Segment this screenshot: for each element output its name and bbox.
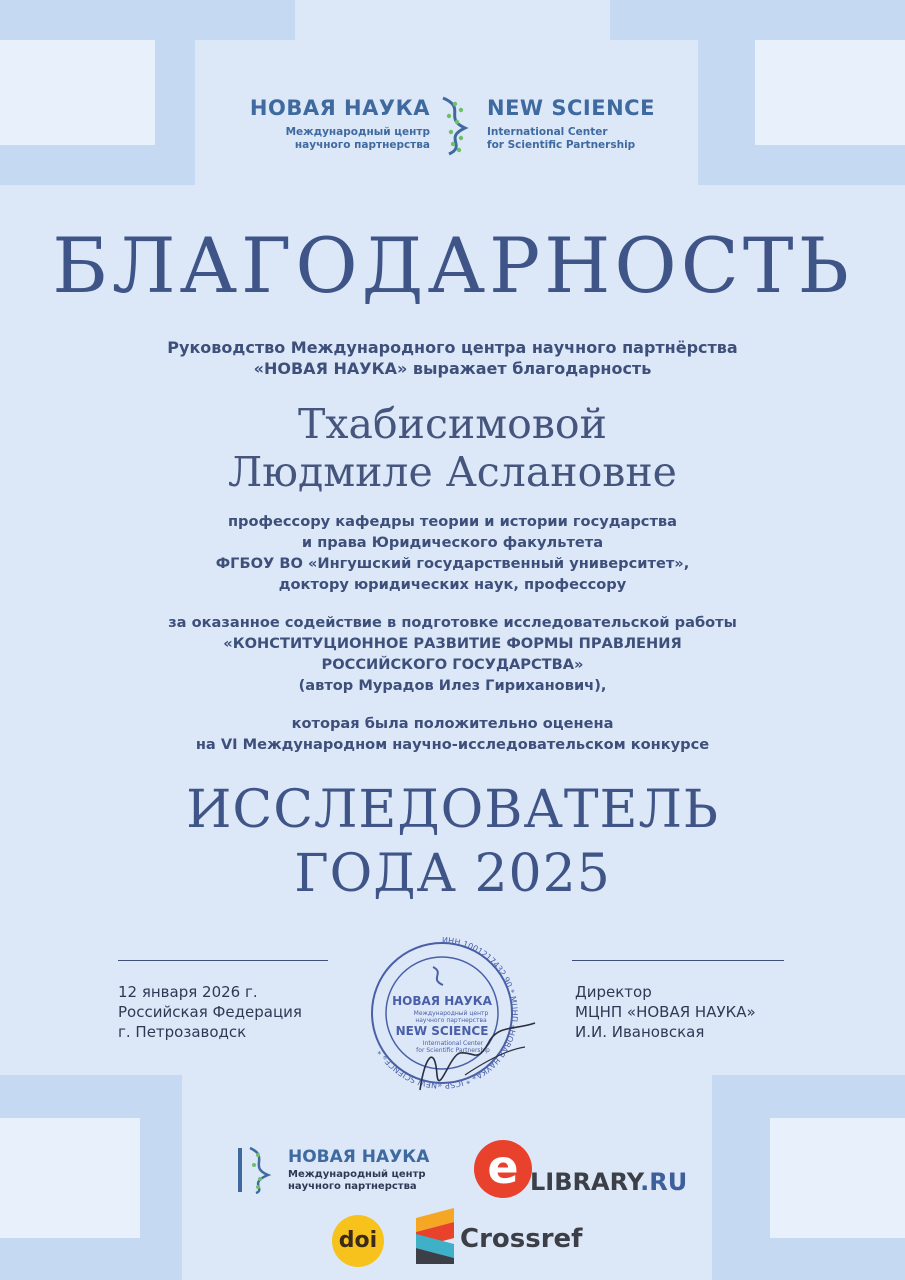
dna-helix-icon — [236, 1145, 278, 1195]
elibrary-e-icon: e — [474, 1140, 532, 1198]
partner-nn-subtitle: Международный центр научного партнерства — [288, 1169, 426, 1192]
stamp-sub-ru-2: научного партнерства — [415, 1017, 487, 1024]
logo-en-subtitle: International Center for Scientific Partnership — [487, 126, 636, 151]
stamp-title-en: NEW SCIENCE — [395, 1024, 489, 1038]
stamp-ring-text: ИНН 1001217432 90 * МЦНП «НОВАЯ НАУКА» * ICSP «NEW SCIENCE» * — [375, 935, 519, 1091]
corner-decoration-bottom-right-inner — [770, 1118, 905, 1238]
corner-decoration-top-left-2 — [0, 0, 295, 40]
left-signature-line — [118, 960, 328, 961]
corner-decoration-top-right-2 — [610, 0, 905, 40]
evaluation-text: которая была положительно оценена на VI Международном научно-исследовательском конкурсе — [195, 715, 710, 753]
reason-text: за оказанное содействие в подготовке исследовательской работы «КОНСТИТУЦИОННОЕ РАЗВИТИЕ ФОРМЫ ПРАВЛЕНИЯ РОССИЙСКОГО ГОСУДАРСТВА» (автор Мурадов Илез Гириханович), — [168, 614, 737, 694]
certificate-title: БЛАГОДАРНОСТЬ — [52, 221, 853, 310]
lead-text: Руководство Международного центра научного партнёрства «НОВАЯ НАУКА» выражает благодарность — [167, 338, 738, 378]
recipient-position: профессору кафедры теории и истории государства и права Юридического факультета ФГБОУ ВО «Ингушский государственный университет», доктору юридических наук, профессору — [215, 513, 690, 593]
elibrary-text: LIBRARY.RU — [530, 1168, 688, 1196]
partner-crossref-logo — [416, 1208, 586, 1268]
stamp-sub-en-1: International Center — [422, 1040, 484, 1047]
right-signature-line — [572, 960, 784, 961]
director-block: Директор МЦНП «НОВАЯ НАУКА» И.И. Ивановская — [575, 983, 756, 1041]
corner-decoration-bottom-left-inner — [0, 1118, 140, 1238]
recipient-name: Тхабисимовой Людмиле Аслановне — [228, 400, 677, 496]
stamp-sub-ru-1: Международный центр — [413, 1010, 489, 1017]
stamp-sub-en-2: for Scientific Partnership — [416, 1047, 490, 1054]
partner-nn-title: НОВАЯ НАУКА — [288, 1147, 430, 1167]
crossref-text: Crossref — [460, 1224, 583, 1254]
logo-ru-subtitle: Международный центр научного партнерства — [285, 126, 430, 151]
logo-en-title: NEW SCIENCE — [487, 96, 655, 120]
crossref-icon — [416, 1208, 458, 1264]
partner-elibrary-logo — [474, 1140, 688, 1200]
partner-doi-logo: doi — [332, 1215, 384, 1267]
header-logo — [235, 96, 675, 156]
dna-helix-icon — [435, 96, 475, 156]
stamp-title-ru: НОВАЯ НАУКА — [392, 994, 492, 1008]
contest-name: ИССЛЕДОВАТЕЛЬ ГОДА 2025 — [186, 780, 719, 904]
official-stamp — [365, 935, 545, 1100]
date-place-block: 12 января 2026 г. Российская Федерация г. Петрозаводск — [118, 983, 302, 1041]
corner-decoration-top-right-inner — [755, 40, 905, 145]
logo-ru-title: НОВАЯ НАУКА — [249, 96, 430, 120]
corner-decoration-top-left-inner — [0, 40, 155, 145]
partner-novaya-nauka-logo — [236, 1145, 466, 1195]
